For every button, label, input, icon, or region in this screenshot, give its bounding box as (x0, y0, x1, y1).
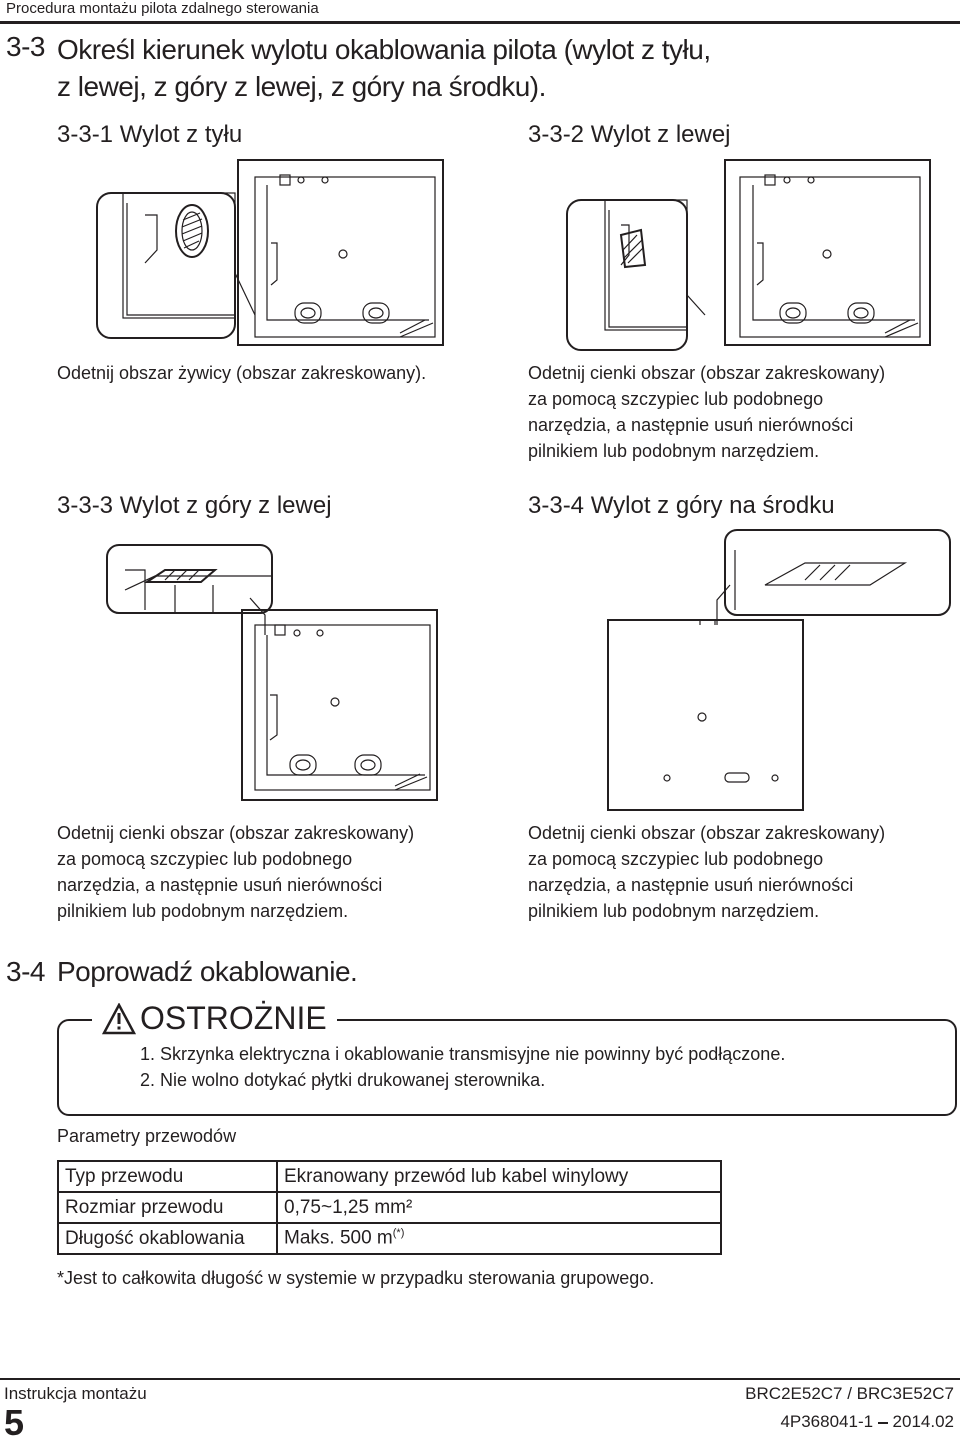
subsection-3-3-2-title: 3-3-2 Wylot z lewej (528, 121, 731, 148)
section-3-3-line2: z lewej, z góry z lewej, z góry na środku). (57, 71, 546, 102)
subsection-3-3-1-title: 3-3-1 Wylot z tyłu (57, 121, 243, 148)
subsection-3-3-4-title: 3-3-4 Wylot z góry na środku (528, 492, 835, 519)
params-label: Parametry przewodów (57, 1126, 237, 1146)
caution-item: 1. Skrzynka elektryczna i okablowanie transmisyjne nie powinny być podłączone. (140, 1044, 786, 1064)
caption-line: za pomocą szczypiec lub podobnego (528, 849, 824, 869)
section-3-3-line1: Określ kierunek wylotu okablowania pilota (wylot z tyłu, (57, 34, 711, 65)
caption-3-3-3 (57, 820, 414, 924)
footer-doc-info (780, 1412, 954, 1432)
caution-item: 2. Nie wolno dotykać płytki drukowanej sterownika. (140, 1070, 546, 1090)
caption-line: za pomocą szczypiec lub podobnego (528, 389, 824, 409)
table-cell-key: Rozmiar przewodu (58, 1192, 277, 1223)
caption-line: pilnikiem lub podobnym narzędziem. (57, 901, 349, 921)
caption-line: pilnikiem lub podobnym narzędziem. (528, 901, 820, 921)
header-rule (0, 21, 960, 24)
table-row (58, 1192, 721, 1223)
figure-top-center-exit (605, 525, 955, 815)
footer-model: BRC2E52C7 / BRC3E52C7 (745, 1384, 954, 1403)
dash-separator (878, 1422, 888, 1424)
page-number: 5 (4, 1402, 25, 1443)
table-row (58, 1223, 721, 1254)
caption-3-3-1: Odetnij obszar żywicy (obszar zakreskowany). (57, 363, 427, 383)
figure-top-left-exit (105, 540, 440, 810)
table-cell-key: Długość okablowania (58, 1223, 277, 1254)
length-value: Maks. 500 m (284, 1227, 393, 1249)
caption-line: narzędzia, a następnie usuń nierówności (528, 415, 854, 435)
caption-line: za pomocą szczypiec lub podobnego (57, 849, 353, 869)
caption-3-3-4 (528, 820, 885, 924)
caption-line: Odetnij cienki obszar (obszar zakreskowany) (528, 363, 886, 383)
subsection-3-3-3-title: 3-3-3 Wylot z góry z lewej (57, 492, 332, 519)
caution-list (140, 1041, 785, 1093)
running-header: Procedura montażu pilota zdalnego sterowania (6, 0, 319, 17)
table-cell-key: Typ przewodu (58, 1161, 277, 1192)
params-footnote: *Jest to całkowita długość w systemie w przypadku sterowania grupowego. (57, 1268, 655, 1288)
section-number-3-4: 3-4 (6, 956, 45, 987)
table-cell-value (277, 1223, 721, 1254)
caution-heading (92, 1000, 337, 1037)
caption-line: Odetnij cienki obszar (obszar zakreskowany) (57, 823, 415, 843)
footer-date: 2014.02 (892, 1412, 954, 1431)
caption-line: narzędzia, a następnie usuń nierówności (528, 875, 854, 895)
table-cell-value: 0,75~1,25 mm² (277, 1192, 721, 1223)
warning-triangle-icon (102, 1003, 136, 1035)
caution-heading-text: OSTROŻNIE (140, 1000, 327, 1036)
caption-line: Odetnij cienki obszar (obszar zakreskowany) (528, 823, 886, 843)
figure-rear-exit (95, 155, 445, 360)
caption-line: narzędzia, a następnie usuń nierówności (57, 875, 383, 895)
table-row (58, 1161, 721, 1192)
table-cell-value: Ekranowany przewód lub kabel winylowy (277, 1161, 721, 1192)
section-number-3-3: 3-3 (6, 31, 45, 62)
section-3-4-title: Poprowadź okablowanie. (57, 956, 358, 987)
footer-rule (0, 1378, 960, 1380)
footnote-marker: (*) (392, 1227, 405, 1240)
figure-left-exit (565, 155, 935, 360)
caption-3-3-2 (528, 360, 885, 464)
footer-doc-code: 4P368041-1 (780, 1412, 874, 1431)
footer-manual-label: Instrukcja montażu (4, 1384, 147, 1403)
params-table (57, 1160, 722, 1255)
caption-line: pilnikiem lub podobnym narzędziem. (528, 441, 820, 461)
